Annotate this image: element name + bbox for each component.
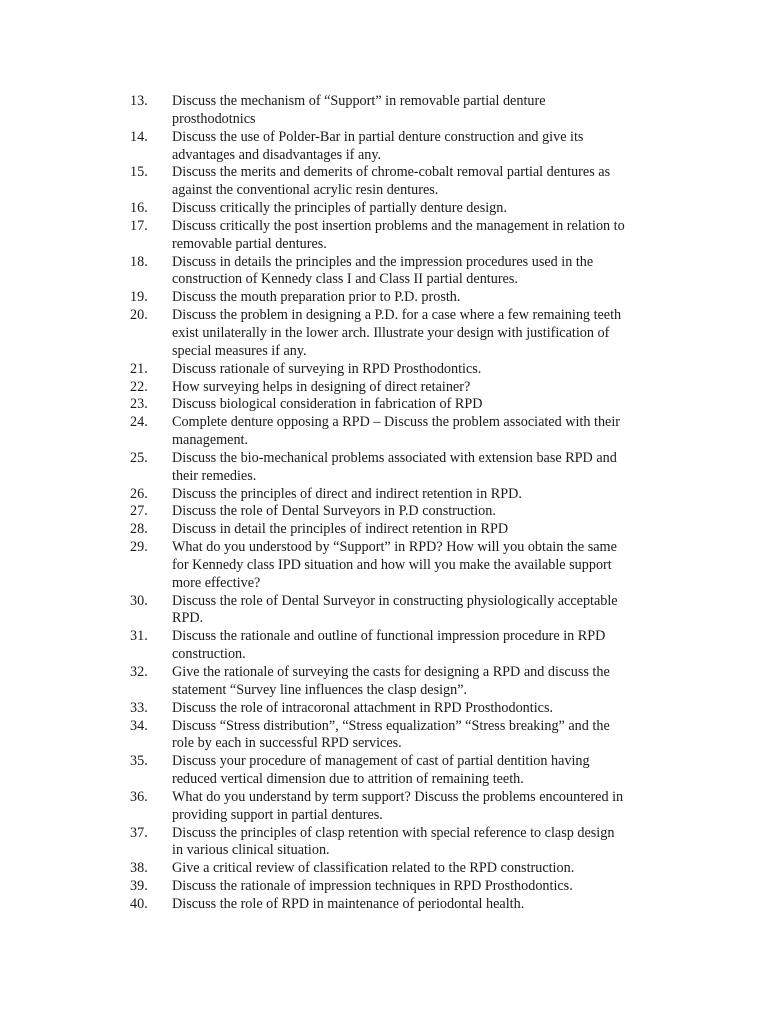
question-item <box>130 593 660 629</box>
question-item <box>130 450 660 486</box>
question-text: Discuss the rationale and outline of functional impression procedure in RPD construction. <box>172 628 606 663</box>
question-text: Discuss in details the principles and the impression procedures used in the construction of Kennedy class I and Class II partial dentures. <box>172 253 594 288</box>
question-number: 24. <box>130 414 148 431</box>
question-item <box>130 254 660 290</box>
question-item <box>130 628 660 664</box>
question-text: Discuss critically the post insertion problems and the management in relation to removable partial dentures. <box>172 217 625 252</box>
question-text: Discuss the bio-mechanical problems associated with extension base RPD and their remedies. <box>172 449 617 484</box>
question-text: Discuss the use of Polder-Bar in partial denture construction and give its advantages and disadvantages if any. <box>172 128 584 163</box>
question-number: 31. <box>130 628 148 645</box>
question-number: 40. <box>130 895 148 912</box>
question-item <box>130 289 660 307</box>
question-item <box>130 825 660 861</box>
question-number: 33. <box>130 699 148 716</box>
question-text: How surveying helps in designing of direct retainer? <box>172 378 471 395</box>
question-number: 22. <box>130 378 148 395</box>
question-number: 38. <box>130 860 148 877</box>
question-text: What do you understand by term support? Discuss the problems encountered in providing support in partial dentures. <box>172 788 624 823</box>
question-text: Discuss the mouth preparation prior to P.D. prosth. <box>172 289 461 306</box>
question-item <box>130 718 660 754</box>
question-text: Discuss the principles of direct and indirect retention in RPD. <box>172 485 522 502</box>
question-number: 37. <box>130 824 148 841</box>
question-item <box>130 503 660 521</box>
question-text: Discuss the principles of clasp retention with special reference to clasp design in various clinical situation. <box>172 824 615 859</box>
question-number: 16. <box>130 200 148 217</box>
question-text: What do you understood by “Support” in RPD? How will you obtain the same for Kennedy class IPD situation and how will you make the available support more effective? <box>172 539 617 591</box>
question-number: 25. <box>130 449 148 466</box>
question-text: Discuss the role of RPD in maintenance of periodontal health. <box>172 895 525 912</box>
question-number: 35. <box>130 753 148 770</box>
question-item <box>130 521 660 539</box>
question-number: 39. <box>130 878 148 895</box>
question-number: 28. <box>130 521 148 538</box>
question-item <box>130 200 660 218</box>
question-item <box>130 486 660 504</box>
question-text: Discuss in detail the principles of indirect retention in RPD <box>172 521 509 538</box>
question-text: Discuss the rationale of impression techniques in RPD Prosthodontics. <box>172 878 573 895</box>
question-item <box>130 896 660 914</box>
question-list <box>130 93 660 914</box>
question-item <box>130 789 660 825</box>
question-item <box>130 361 660 379</box>
question-text: Discuss the role of Dental Surveyor in constructing physiologically acceptable RPD. <box>172 592 618 627</box>
question-text: Discuss the role of intracoronal attachment in RPD Prosthodontics. <box>172 699 554 716</box>
question-item <box>130 664 660 700</box>
question-item <box>130 307 660 361</box>
question-text: Discuss biological consideration in fabrication of RPD <box>172 396 483 413</box>
question-item <box>130 700 660 718</box>
question-text: Discuss rationale of surveying in RPD Prosthodontics. <box>172 360 482 377</box>
question-text: Discuss your procedure of management of cast of partial dentition having reduced vertical dimension due to attrition of remaining teeth. <box>172 753 590 788</box>
question-text: Discuss the problem in designing a P.D. for a case where a few remaining teeth exist unilaterally in the lower arch. Illustrate your design with justification of special measures if any. <box>172 307 622 359</box>
question-text: Complete denture opposing a RPD – Discuss the problem associated with their management. <box>172 414 621 449</box>
question-number: 32. <box>130 664 148 680</box>
question-number: 19. <box>130 289 148 306</box>
question-text: Discuss critically the principles of partially denture design. <box>172 200 507 217</box>
question-text: Discuss “Stress distribution”, “Stress equalization” “Stress breaking” and the role by each in successful RPD services. <box>172 717 610 752</box>
question-item <box>130 539 660 593</box>
question-number: 27. <box>130 503 148 520</box>
question-number: 29. <box>130 539 148 556</box>
question-number: 34. <box>130 717 148 734</box>
question-number: 20. <box>130 307 148 324</box>
question-number: 21. <box>130 360 148 377</box>
question-text: Discuss the role of Dental Surveyors in P.D construction. <box>172 503 496 520</box>
question-item <box>130 218 660 254</box>
question-number: 23. <box>130 396 148 413</box>
question-item <box>130 379 660 397</box>
question-number: 14. <box>130 128 148 145</box>
question-item <box>130 878 660 896</box>
question-item <box>130 129 660 165</box>
question-item <box>130 414 660 450</box>
question-text: Give the rationale of surveying the casts for designing a RPD and discuss the statement “Survey line influences the clasp design”. <box>172 664 610 698</box>
question-item <box>130 396 660 414</box>
question-number: 17. <box>130 217 148 234</box>
question-item <box>130 164 660 200</box>
question-number: 15. <box>130 164 148 181</box>
question-text: Discuss the merits and demerits of chrome-cobalt removal partial dentures as against the conventional acrylic resin dentures. <box>172 164 611 199</box>
question-item <box>130 753 660 789</box>
question-number: 26. <box>130 485 148 502</box>
question-number: 13. <box>130 93 148 109</box>
question-number: 36. <box>130 788 148 805</box>
question-item <box>130 860 660 878</box>
question-number: 18. <box>130 253 148 270</box>
question-text: Give a critical review of classification related to the RPD construction. <box>172 860 575 877</box>
question-number: 30. <box>130 592 148 609</box>
question-item <box>130 93 660 129</box>
question-text: Discuss the mechanism of “Support” in removable partial denture prosthodotnics <box>172 93 546 127</box>
